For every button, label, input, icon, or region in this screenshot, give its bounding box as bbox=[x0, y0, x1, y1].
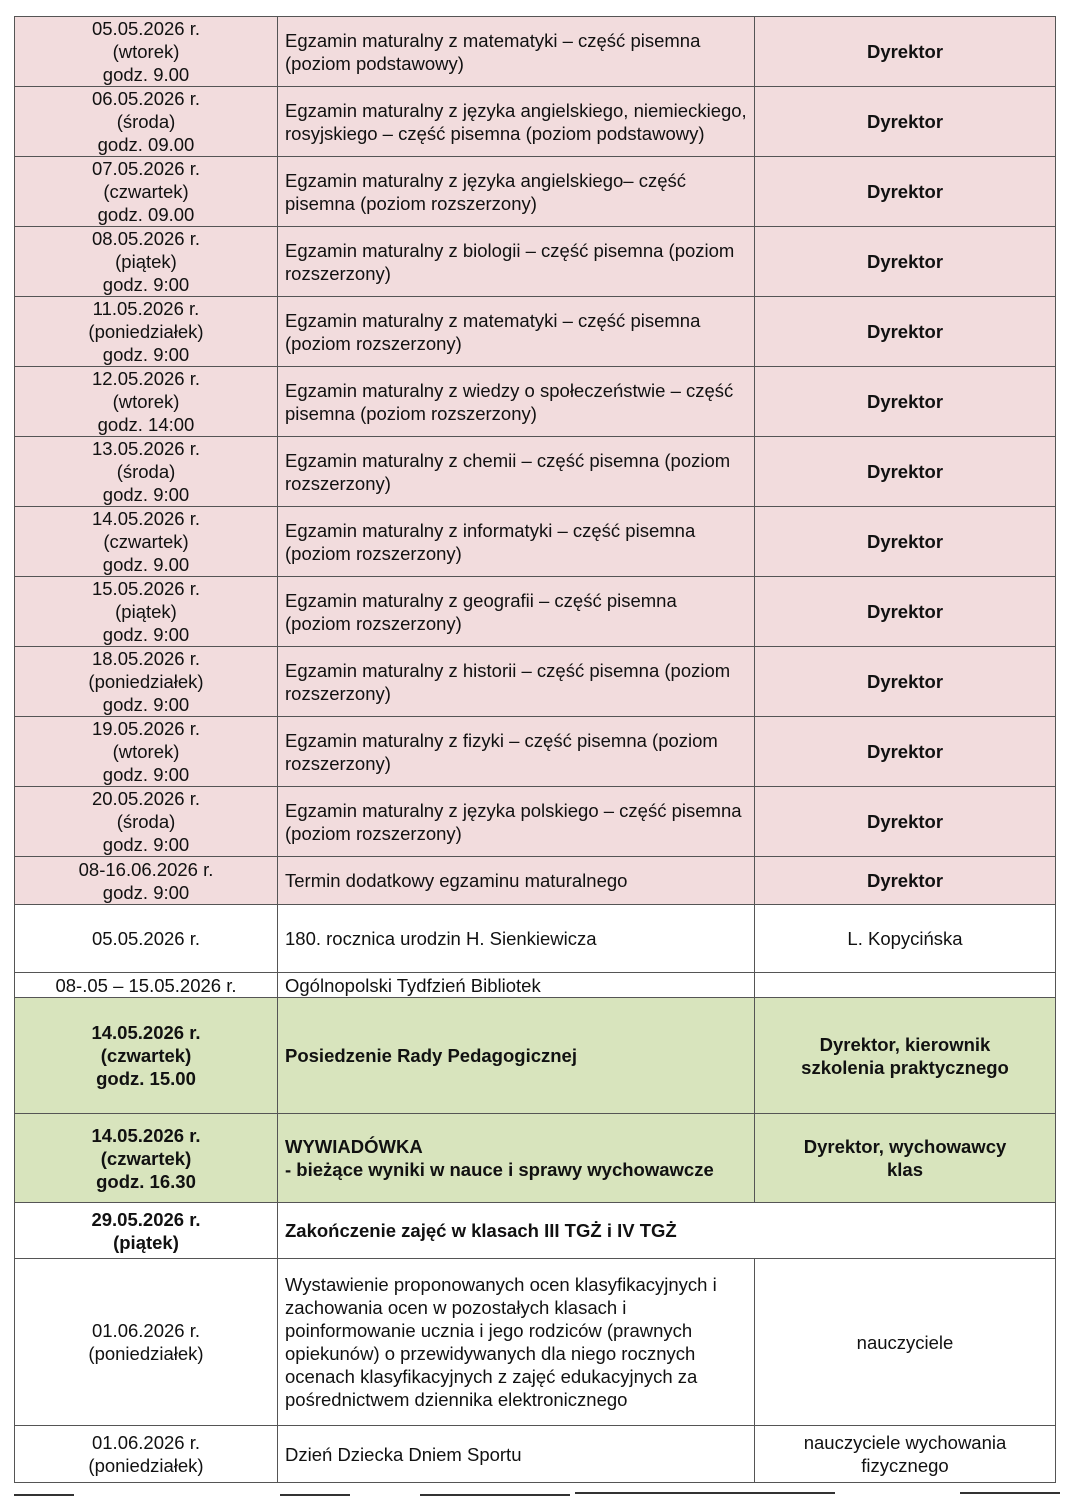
school-schedule-table bbox=[14, 16, 1056, 1483]
responsible-cell bbox=[755, 1259, 1056, 1426]
date-line: godz. 9.00 bbox=[102, 554, 190, 575]
schedule-row bbox=[15, 647, 1056, 717]
date-cell bbox=[15, 437, 278, 507]
date-line: 19.05.2026 r. bbox=[91, 718, 200, 739]
event-text: Egzamin maturalny z biologii – część pisemna (poziom rozszerzony) bbox=[285, 239, 735, 284]
responsible-cell bbox=[755, 1114, 1056, 1203]
schedule-row bbox=[15, 787, 1056, 857]
date-line: (czwartek) bbox=[100, 1045, 192, 1066]
schedule-row bbox=[15, 905, 1056, 973]
date-line: godz. 9:00 bbox=[102, 344, 190, 365]
date-cell bbox=[15, 367, 278, 437]
date-line: 29.05.2026 r. bbox=[91, 1208, 201, 1230]
event-cell bbox=[278, 905, 755, 973]
event-cell bbox=[278, 17, 755, 87]
responsible-text: Dyrektor bbox=[866, 391, 944, 412]
event-text: Zakończenie zajęć w klasach III TGŻ i IV TGŻ bbox=[285, 1220, 677, 1241]
date-line: (wtorek) bbox=[112, 741, 180, 762]
date-line: (piątek) bbox=[115, 251, 177, 272]
next-page-edge bbox=[0, 1492, 1072, 1499]
date-line: godz. 9:00 bbox=[102, 764, 190, 785]
date-line: 11.05.2026 r. bbox=[92, 298, 200, 319]
event-text: Dzień Dziecka Dniem Sportu bbox=[285, 1443, 522, 1465]
date-cell bbox=[15, 87, 278, 157]
date-line: 06.05.2026 r. bbox=[91, 88, 200, 109]
schedule-row bbox=[15, 973, 1056, 998]
date-cell bbox=[15, 717, 278, 787]
date-line: (czwartek) bbox=[103, 531, 189, 552]
event-cell bbox=[278, 507, 755, 577]
responsible-text: Dyrektor bbox=[866, 870, 944, 891]
date-line: (wtorek) bbox=[112, 41, 180, 62]
responsible-text: Dyrektor bbox=[866, 531, 944, 552]
event-text: Egzamin maturalny z geografii – część pisemna (poziom rozszerzony) bbox=[285, 589, 677, 634]
responsible-text: Dyrektor bbox=[866, 811, 944, 832]
date-line: (czwartek) bbox=[103, 181, 189, 202]
event-cell bbox=[278, 787, 755, 857]
date-line: 08-16.06.2026 r. bbox=[78, 858, 214, 880]
responsible-cell bbox=[755, 87, 1056, 157]
schedule-row bbox=[15, 1203, 1056, 1259]
schedule-row bbox=[15, 1114, 1056, 1203]
date-line: 18.05.2026 r. bbox=[91, 648, 200, 669]
date-cell bbox=[15, 17, 278, 87]
event-line: WYWIADÓWKA bbox=[285, 1136, 423, 1157]
date-cell bbox=[15, 905, 278, 973]
date-cell bbox=[15, 1114, 278, 1203]
date-line: (poniedziałek) bbox=[88, 321, 204, 342]
responsible-text: nauczyciele wychowania fizycznego bbox=[803, 1432, 1007, 1476]
event-cell bbox=[278, 297, 755, 367]
date-line: 14.05.2026 r. bbox=[91, 508, 200, 529]
event-cell bbox=[278, 1259, 755, 1426]
date-line: (poniedziałek) bbox=[88, 671, 204, 692]
event-text: Egzamin maturalny z języka angielskiego, niemieckiego, rosyjskiego – część pisemna (poziom podstawowy) bbox=[285, 99, 747, 144]
event-text: Wystawienie proponowanych ocen klasyfikacyjnych i zachowania ocen w pozostałych klasach i poinformowanie ucznia i jego rodziców (prawnych opiekunów) o przewidywanych dla niego rocznych ocenach klasyfikacyjnych z zajęć edukacyjnych za pośrednictwem dziennika elektronicznego bbox=[285, 1274, 717, 1410]
schedule-row bbox=[15, 717, 1056, 787]
event-text: Termin dodatkowy egzaminu maturalnego bbox=[285, 870, 628, 891]
date-line: 01.06.2026 r. bbox=[91, 1320, 200, 1341]
responsible-cell bbox=[755, 227, 1056, 297]
date-line: godz. 09.00 bbox=[97, 204, 195, 225]
date-line: (piątek) bbox=[113, 1231, 179, 1253]
event-text: Ogólnopolski Tydfzień Bibliotek bbox=[285, 974, 541, 996]
date-line: (wtorek) bbox=[112, 391, 180, 412]
date-line: (piątek) bbox=[115, 601, 177, 622]
date-line: godz. 9:00 bbox=[102, 274, 190, 295]
date-cell bbox=[15, 507, 278, 577]
date-line: godz. 9:00 bbox=[102, 624, 190, 645]
event-cell bbox=[278, 647, 755, 717]
event-text: Posiedzenie Rady Pedagogicznej bbox=[285, 1045, 577, 1066]
schedule-row bbox=[15, 507, 1056, 577]
date-line: godz. 9:00 bbox=[102, 694, 190, 715]
schedule-row bbox=[15, 157, 1056, 227]
responsible-cell bbox=[755, 647, 1056, 717]
responsible-text: Dyrektor bbox=[866, 181, 944, 202]
date-line: godz. 15.00 bbox=[96, 1068, 196, 1089]
date-line: godz. 9.00 bbox=[102, 64, 190, 85]
responsible-text: Dyrektor bbox=[866, 671, 944, 692]
date-line: godz. 9:00 bbox=[102, 834, 190, 855]
responsible-cell bbox=[755, 157, 1056, 227]
schedule-row bbox=[15, 17, 1056, 87]
date-line: godz. 9:00 bbox=[102, 484, 190, 505]
event-cell bbox=[278, 577, 755, 647]
responsible-cell bbox=[755, 297, 1056, 367]
date-cell bbox=[15, 647, 278, 717]
responsible-cell bbox=[755, 17, 1056, 87]
schedule-body bbox=[15, 17, 1056, 1483]
responsible-cell bbox=[755, 507, 1056, 577]
responsible-text: nauczyciele bbox=[856, 1331, 954, 1353]
event-text: Egzamin maturalny z matematyki – część pisemna (poziom rozszerzony) bbox=[285, 309, 701, 354]
event-text: Egzamin maturalny z języka polskiego – część pisemna (poziom rozszerzony) bbox=[285, 799, 742, 844]
event-cell bbox=[278, 157, 755, 227]
responsible-text: Dyrektor bbox=[866, 741, 944, 762]
responsible-cell bbox=[755, 577, 1056, 647]
date-line: 20.05.2026 r. bbox=[91, 788, 200, 809]
date-line: 14.05.2026 r. bbox=[91, 1124, 201, 1146]
event-cell bbox=[278, 998, 755, 1114]
date-cell bbox=[15, 973, 278, 998]
date-line: godz. 16.30 bbox=[96, 1170, 196, 1192]
responsible-text: Dyrektor bbox=[866, 461, 944, 482]
event-cell bbox=[278, 437, 755, 507]
date-line: godz. 9:00 bbox=[102, 881, 190, 903]
date-cell bbox=[15, 1203, 278, 1259]
responsible-cell bbox=[755, 905, 1056, 973]
date-cell bbox=[15, 227, 278, 297]
date-cell bbox=[15, 787, 278, 857]
event-text: Egzamin maturalny z matematyki – część pisemna (poziom podstawowy) bbox=[285, 29, 701, 74]
schedule-row bbox=[15, 227, 1056, 297]
event-cell bbox=[278, 1114, 755, 1203]
date-cell bbox=[15, 998, 278, 1114]
schedule-row bbox=[15, 87, 1056, 157]
schedule-row bbox=[15, 857, 1056, 905]
responsible-cell bbox=[755, 973, 1056, 998]
date-line: 14.05.2026 r. bbox=[91, 1022, 201, 1043]
date-cell bbox=[15, 297, 278, 367]
event-cell bbox=[278, 1426, 755, 1483]
date-line: 07.05.2026 r. bbox=[91, 158, 200, 179]
event-cell bbox=[278, 227, 755, 297]
event-cell bbox=[278, 973, 755, 998]
responsible-cell bbox=[755, 998, 1056, 1114]
date-cell bbox=[15, 1259, 278, 1426]
date-line: 08-.05 – 15.05.2026 r. bbox=[55, 974, 237, 996]
schedule-row bbox=[15, 998, 1056, 1114]
responsible-cell bbox=[755, 437, 1056, 507]
schedule-row bbox=[15, 297, 1056, 367]
event-cell bbox=[278, 367, 755, 437]
date-cell bbox=[15, 857, 278, 905]
responsible-cell bbox=[755, 717, 1056, 787]
schedule-row bbox=[15, 1259, 1056, 1426]
event-text: Egzamin maturalny z historii – część pisemna (poziom rozszerzony) bbox=[285, 659, 731, 704]
responsible-text: Dyrektor bbox=[866, 321, 944, 342]
date-line: (środa) bbox=[116, 111, 176, 132]
date-line: (poniedziałek) bbox=[88, 1455, 204, 1476]
date-cell bbox=[15, 157, 278, 227]
responsible-text: Dyrektor bbox=[866, 111, 944, 132]
date-line: (czwartek) bbox=[100, 1147, 192, 1169]
date-line: (środa) bbox=[116, 811, 176, 832]
responsible-text: Dyrektor bbox=[866, 251, 944, 272]
schedule-row bbox=[15, 367, 1056, 437]
schedule-row bbox=[15, 577, 1056, 647]
responsible-cell bbox=[755, 1426, 1056, 1483]
date-line: 08.05.2026 r. bbox=[91, 228, 200, 249]
responsible-cell bbox=[755, 857, 1056, 905]
responsible-text: Dyrektor bbox=[866, 601, 944, 622]
event-text: Egzamin maturalny z języka angielskiego– część pisemna (poziom rozszerzony) bbox=[285, 169, 687, 214]
responsible-text: L. Kopycińska bbox=[847, 928, 963, 949]
event-cell bbox=[278, 717, 755, 787]
date-line: 05.05.2026 r. bbox=[91, 18, 200, 39]
event-text: Egzamin maturalny z chemii – część pisemna (poziom rozszerzony) bbox=[285, 449, 731, 494]
event-text: Egzamin maturalny z informatyki – część pisemna (poziom rozszerzony) bbox=[285, 519, 696, 564]
event-text: Egzamin maturalny z fizyki – część pisemna (poziom rozszerzony) bbox=[285, 729, 718, 774]
date-line: 12.05.2026 r. bbox=[91, 368, 200, 389]
event-cell bbox=[278, 87, 755, 157]
event-line: - bieżące wyniki w nauce i sprawy wychowawcze bbox=[285, 1159, 714, 1180]
date-line: 15.05.2026 r. bbox=[91, 578, 200, 599]
responsible-cell bbox=[755, 367, 1056, 437]
responsible-text: Dyrektor, wychowawcy klas bbox=[803, 1136, 1007, 1180]
date-line: godz. 09.00 bbox=[97, 134, 195, 155]
event-cell bbox=[278, 857, 755, 905]
date-cell bbox=[15, 577, 278, 647]
responsible-text: Dyrektor bbox=[866, 41, 944, 62]
date-line: 01.06.2026 r. bbox=[91, 1432, 200, 1453]
date-line: godz. 14:00 bbox=[97, 414, 195, 435]
event-cell bbox=[278, 1203, 1056, 1259]
schedule-row bbox=[15, 437, 1056, 507]
date-line: 13.05.2026 r. bbox=[91, 438, 200, 459]
responsible-cell bbox=[755, 787, 1056, 857]
event-text: Egzamin maturalny z wiedzy o społeczeństwie – część pisemna (poziom rozszerzony) bbox=[285, 379, 734, 424]
date-line: (poniedziałek) bbox=[88, 1343, 204, 1364]
schedule-row bbox=[15, 1426, 1056, 1483]
date-line: 05.05.2026 r. bbox=[91, 928, 200, 949]
date-line: (środa) bbox=[116, 461, 176, 482]
responsible-text: Dyrektor, kierownik szkolenia praktycznego bbox=[801, 1033, 1009, 1078]
event-text: 180. rocznica urodzin H. Sienkiewicza bbox=[285, 928, 597, 949]
date-cell bbox=[15, 1426, 278, 1483]
